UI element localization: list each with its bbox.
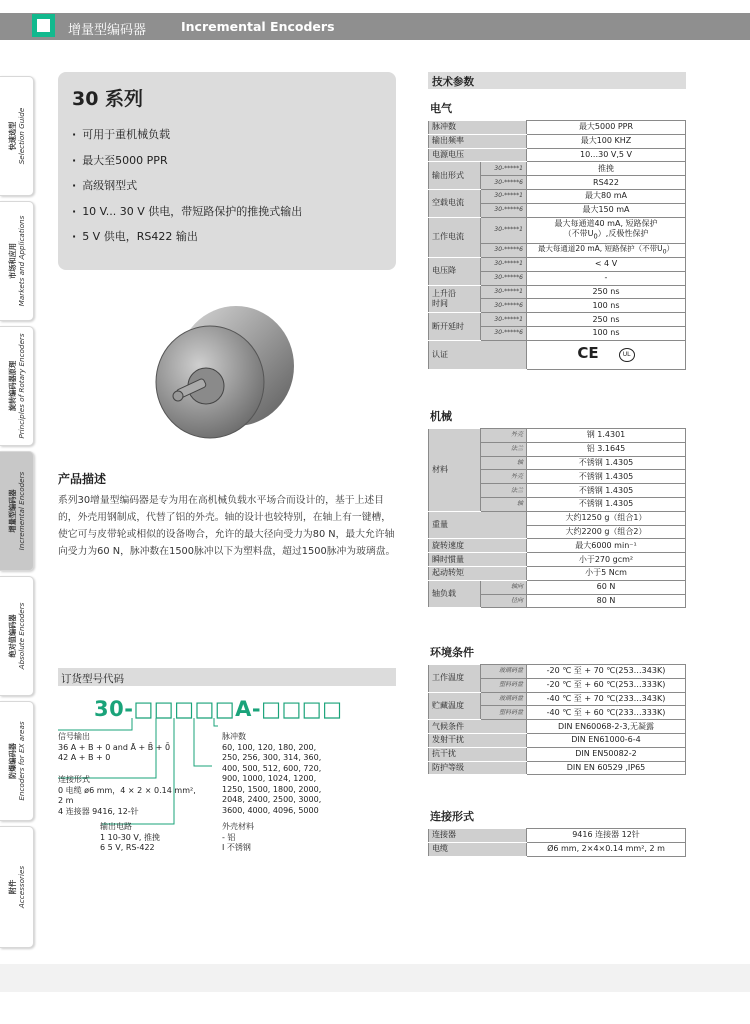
feature-item: · 10 V... 30 V 供电，带短路保护的推挽式输出: [72, 203, 302, 229]
cell-label: 电源电压: [429, 148, 527, 162]
side-tab-label-en: Incremental Encoders: [16, 471, 26, 551]
conn-4: 4 连接器 9416, 12-针: [58, 806, 139, 816]
header-title-en: Incremental Encoders: [181, 19, 335, 34]
u0-sub: 0: [593, 232, 598, 241]
work-6b: ）: [666, 243, 675, 253]
cell-sub: 30-*****1: [481, 258, 527, 272]
electrical-table: [428, 120, 686, 370]
work-1b: （不带U: [563, 228, 594, 238]
cell-sub: 塑料码盘: [481, 706, 527, 720]
pulse-line: 250, 256, 300, 314, 360,: [222, 753, 322, 762]
side-tab-incremental[interactable]: [0, 451, 34, 571]
side-tab-accessories[interactable]: [0, 826, 34, 948]
order-conn-block: [58, 775, 196, 817]
cell-sub: 外壳: [481, 429, 527, 443]
cell-value: 钢 1.4301: [527, 429, 686, 443]
cell-label: 脉冲数: [429, 121, 527, 135]
work-1a: 最大每通道40 mA, 短路保护: [554, 218, 658, 228]
pulse-line: 900, 1000, 1024, 1200,: [222, 774, 317, 783]
cell-value: 100 ns: [527, 327, 686, 341]
side-tab-label-zh: 防爆编码器: [7, 743, 17, 779]
logo-square-icon: [32, 14, 55, 37]
conn-0b: 2 m: [58, 796, 74, 805]
rise-label-1: 上升沿: [432, 288, 456, 298]
electrical-title: 电气: [430, 102, 452, 115]
cell-value: 9416 连接器 12针: [527, 829, 686, 843]
connection-table: [428, 828, 686, 857]
cell-label: 认证: [429, 340, 527, 369]
header-title-zh: 增量型编码器: [68, 23, 147, 38]
pulse-title: 脉冲数: [222, 732, 246, 741]
cell-value: 80 N: [527, 594, 686, 608]
cell-label: 轴负载: [429, 580, 481, 608]
cell-label: 连接器: [429, 829, 527, 843]
cell-sub: 轴: [481, 456, 527, 470]
product-desc-text: 系列30增量型编码器是专为用在高机械负载水平场合而设计的，基于上述目的，外壳用钢制成，代替了铝的外壳。轴的设计也较特别，在轴上有一键槽，使它可与皮带轮或相似的设备吻合，允许的最大径向受力为80 N，最大允许轴向受力为60 N，脉冲数在1500脉冲以下为塑料盘，超过1500脉冲为玻璃盘。: [58, 495, 396, 557]
feature-item: · 5 V 供电，RS422 输出: [72, 228, 302, 254]
side-tab-label-en: Encoders for EX areas: [16, 721, 26, 801]
side-tab-selection-guide[interactable]: [0, 76, 34, 196]
order-material-block: [222, 822, 254, 854]
cell-value: [527, 243, 686, 258]
cell-sub: 轴向: [481, 580, 527, 594]
encoder-photo: [148, 296, 298, 446]
mechanical-table: [428, 428, 686, 608]
work-1c: ）,反极性保护: [597, 228, 649, 238]
work-6a: 最大每通道20 mA, 短路保护（不带U: [537, 243, 663, 253]
signal-42: 42 A + B + 0: [58, 753, 111, 762]
side-tab-markets[interactable]: [0, 201, 34, 321]
side-tab-label-en: Principles of Rotary Encoders: [16, 333, 26, 439]
cell-sub: 塑料码盘: [481, 678, 527, 692]
page-header: [0, 0, 750, 46]
cell-value: -20 ℃ 至 + 60 ℃(253…333K): [527, 678, 686, 692]
mechanical-title: 机械: [430, 410, 452, 423]
cell-sub: 30-*****1: [481, 162, 527, 176]
environment-table: [428, 664, 686, 775]
cell-label: 旋转速度: [429, 539, 527, 553]
cell-value: 不锈钢 1.4305: [527, 497, 686, 511]
cell-value: Ø6 mm, 2×4×0.14 mm², 2 m: [527, 842, 686, 856]
cell-label: 贮藏温度: [429, 692, 481, 720]
cell-label: 输出形式: [429, 162, 481, 190]
cell-label: 电压降: [429, 258, 481, 286]
cell-value: 不锈钢 1.4305: [527, 484, 686, 498]
series-box: [58, 72, 396, 270]
order-circuit-block: [100, 822, 160, 854]
side-tab-label-zh: 附件: [7, 879, 17, 895]
cell-value: 不锈钢 1.4305: [527, 456, 686, 470]
rise-label-2: 时间: [432, 298, 448, 308]
cell-value: 10…30 V,5 V: [527, 148, 686, 162]
cell-value: 最大6000 min⁻¹: [527, 539, 686, 553]
feature-item: · 可用于重机械负载: [72, 126, 302, 152]
side-tab-principles[interactable]: [0, 326, 34, 446]
signal-36: 36 A + B + 0 and Ā + B̄ + 0̄: [58, 742, 171, 752]
tech-title: 技术参数: [432, 76, 474, 88]
material-dash: - 铝: [222, 832, 236, 842]
cell-value: 60 N: [527, 580, 686, 594]
conn-0a: 0 电缆 ø6 mm，4 × 2 × 0.14 mm²,: [58, 785, 196, 795]
connection-title: 连接形式: [430, 810, 474, 823]
material-title: 外壳材料: [222, 822, 254, 831]
pulse-line: 2048, 2400, 2500, 3000,: [222, 795, 322, 804]
cell-value: [527, 340, 686, 369]
cell-sub: 30-*****1: [481, 313, 527, 327]
cell-value: -40 ℃ 至 + 60 ℃(233…333K): [527, 706, 686, 720]
page-footer: [0, 964, 750, 992]
cell-sub: 30-*****1: [481, 189, 527, 203]
cell-sub: 30-*****6: [481, 203, 527, 217]
environment-title: 环境条件: [430, 646, 474, 659]
circuit-1: 1 10-30 V, 推挽: [100, 832, 160, 842]
side-tab-label-zh: 增量型编码器: [7, 489, 17, 533]
u0-sub: 0: [662, 248, 667, 256]
circuit-6: 6 5 V, RS-422: [100, 843, 155, 852]
cell-label: 工作电流: [429, 217, 481, 258]
series-title: 30 系列: [72, 88, 144, 110]
cell-value: 最大80 mA: [527, 189, 686, 203]
ce-mark-icon: CE: [577, 343, 599, 362]
cell-label: 重量: [429, 511, 527, 539]
cell-sub: 30-*****1: [481, 285, 527, 299]
circuit-title: 输出电路: [100, 822, 132, 831]
side-tab-label-zh: 市场和应用: [7, 243, 17, 279]
cell-sub: 玻璃码盘: [481, 692, 527, 706]
cell-value: -40 ℃ 至 + 70 ℃(233…343K): [527, 692, 686, 706]
pulse-line: 1250, 1500, 1800, 2000,: [222, 784, 322, 794]
cell-value: 最大5000 PPR: [527, 121, 686, 135]
cell-sub: 玻璃码盘: [481, 665, 527, 679]
feature-item: · 最大至5000 PPR: [72, 152, 302, 178]
cell-sub: 30-*****1: [481, 217, 527, 243]
feature-item: · 高级钢型式: [72, 177, 302, 203]
cell-label: 防护等级: [429, 761, 527, 775]
cell-label: 起动转矩: [429, 566, 527, 580]
cell-value: -20 ℃ 至 + 70 ℃(253…343K): [527, 665, 686, 679]
side-tab-label-en: Accessories: [16, 865, 26, 909]
cell-label: [429, 285, 481, 313]
cell-sub: 30-*****6: [481, 176, 527, 190]
side-tab-label-en: Selection Guide: [16, 107, 26, 165]
order-code-title: 订货型号代码: [61, 673, 124, 685]
cell-value: DIN EN61000-6-4: [527, 733, 686, 747]
cell-label: 气候条件: [429, 720, 527, 734]
cell-label: 发射干扰: [429, 733, 527, 747]
cell-label: 材料: [429, 429, 481, 512]
cell-value: 小于270 gcm²: [527, 553, 686, 567]
cell-value: < 4 V: [527, 258, 686, 272]
cell-label: 输出频率: [429, 134, 527, 148]
cell-value: 不锈钢 1.4305: [527, 470, 686, 484]
cell-label: 空载电流: [429, 189, 481, 217]
pulse-line: 400, 500, 512, 600, 720,: [222, 763, 322, 773]
side-tab-label-en: Markets and Applications: [16, 215, 26, 307]
cell-value: 250 ns: [527, 313, 686, 327]
side-tab-label-zh: 快速选型: [7, 121, 17, 151]
product-desc-title: 产品描述: [58, 472, 107, 486]
pulse-line: 3600, 4000, 4096, 5000: [222, 805, 319, 815]
order-pulse-block: [222, 732, 321, 816]
cell-value: 最大150 mA: [527, 203, 686, 217]
cell-value: DIN EN50082-2: [527, 747, 686, 761]
order-code: 30-□□□□□A-□□□□: [94, 697, 343, 721]
ul-mark-icon: UL: [619, 348, 635, 362]
side-tab-absolute[interactable]: [0, 576, 34, 696]
cell-value: 100 ns: [527, 299, 686, 313]
order-signal-block: [58, 732, 170, 764]
cell-sub: 径向: [481, 594, 527, 608]
cell-value: 大约2200 g（组合2）: [527, 525, 686, 539]
cell-value: -: [527, 271, 686, 285]
cell-label: 电缆: [429, 842, 527, 856]
cell-sub: 外壳: [481, 470, 527, 484]
cell-label: 工作温度: [429, 665, 481, 693]
material-i: I 不锈钢: [222, 843, 251, 852]
cell-value: 推挽: [527, 162, 686, 176]
cell-sub: 30-*****6: [481, 243, 527, 258]
cell-sub: 法兰: [481, 442, 527, 456]
feature-list: [72, 126, 302, 254]
cell-value: 最大100 KHZ: [527, 134, 686, 148]
cell-value: RS422: [527, 176, 686, 190]
cell-value: [527, 217, 686, 243]
cell-value: 小于5 Ncm: [527, 566, 686, 580]
cell-sub: 30-*****6: [481, 327, 527, 341]
pulse-line: 60, 100, 120, 180, 200,: [222, 742, 317, 752]
cell-sub: 轴: [481, 497, 527, 511]
cell-value: DIN EN60068-2-3,无凝露: [527, 720, 686, 734]
cell-label: 瞬时惯量: [429, 553, 527, 567]
side-tab-label-zh: 绝对值编码器: [7, 614, 17, 658]
cell-sub: 30-*****6: [481, 299, 527, 313]
conn-title: 连接形式: [58, 775, 90, 784]
signal-title: 信号输出: [58, 732, 90, 741]
cell-label: 抗干扰: [429, 747, 527, 761]
cell-value: 250 ns: [527, 285, 686, 299]
side-tab-ex-areas[interactable]: [0, 701, 34, 821]
cell-sub: 法兰: [481, 484, 527, 498]
cell-value: 铝 3.1645: [527, 442, 686, 456]
cell-label: 断开延时: [429, 313, 481, 341]
cell-sub: 30-*****6: [481, 271, 527, 285]
cell-value: 大约1250 g（组合1）: [527, 511, 686, 525]
side-tab-label-zh: 旋转编码器原理: [7, 360, 17, 412]
side-tab-label-en: Absolute Encoders: [16, 602, 26, 670]
cell-value: DIN EN 60529 ,IP65: [527, 761, 686, 775]
